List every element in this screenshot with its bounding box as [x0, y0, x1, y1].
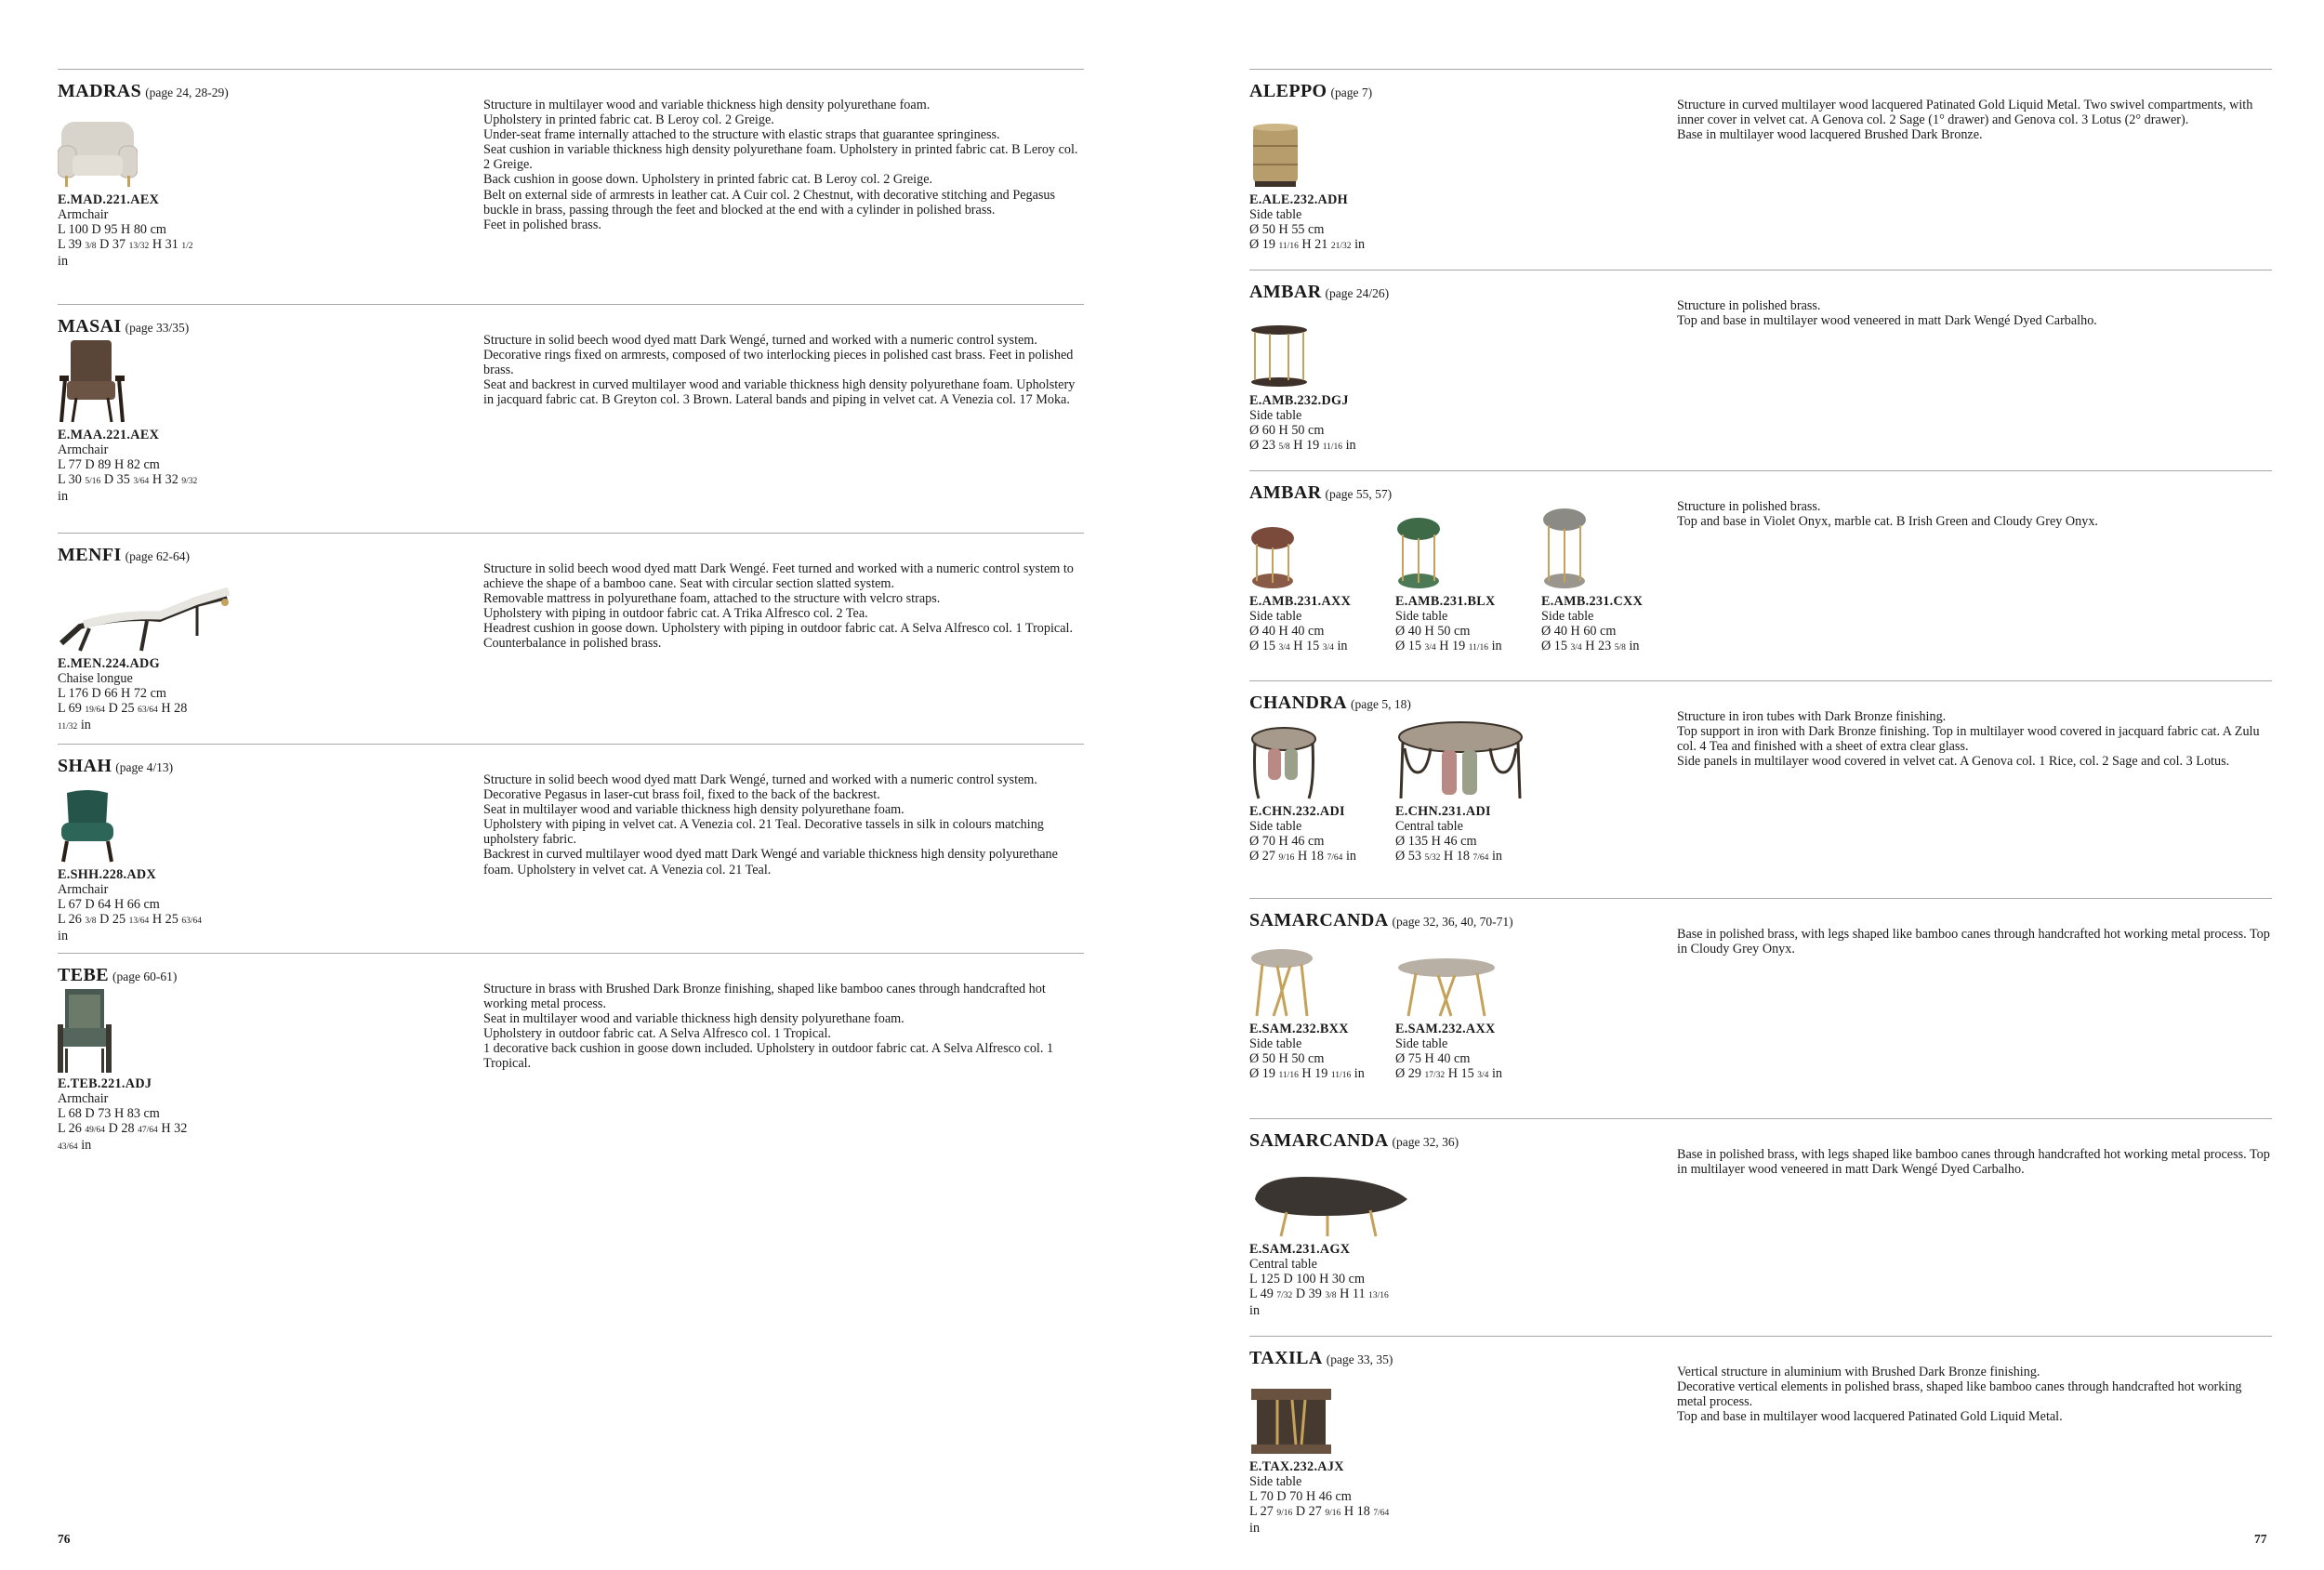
product-code: E.AMB.231.AXX — [1249, 594, 1352, 609]
product-list — [1249, 938, 2272, 1083]
product-section — [1249, 270, 2272, 470]
material-description — [1677, 1147, 2272, 1177]
product-thumbnail — [58, 993, 204, 1076]
dimension-text: H 28 — [157, 701, 188, 716]
dimensions-in — [1249, 1066, 1395, 1083]
product-item — [1249, 510, 1395, 655]
left-page-number: 76 — [58, 1532, 71, 1546]
page-reference: (page 24, 28-29) — [145, 86, 229, 99]
dimension-text: H 15 — [1445, 1066, 1478, 1081]
dimension-text: H 19 — [1289, 438, 1323, 453]
page-reference: (page 24/26) — [1325, 286, 1390, 300]
dimension-text: Ø 23 — [1249, 438, 1279, 453]
product-code: E.MEN.224.ADG — [58, 656, 160, 671]
product-thumbnail — [58, 344, 204, 428]
page-reference: (page 32, 36) — [1392, 1135, 1459, 1149]
description-line: Base in polished brass, with legs shaped like bamboo canes through handcrafted hot working metal process. Top in multilayer wood veneered in matt Dark Wengé Dyed Carbalho. — [1677, 1147, 2270, 1178]
collection-name: MASAI — [58, 316, 122, 336]
fraction: 19/64 — [85, 706, 106, 715]
description-line: Back cushion in goose down. Upholstery in printed fabric cat. B Leroy col. 2 Greige. — [483, 172, 933, 188]
description-line: Seat in multilayer wood and variable thickness high density polyurethane foam. — [483, 802, 905, 818]
product-type: Armchair — [58, 1091, 109, 1106]
product-section — [58, 69, 1084, 304]
description-line: Headrest cushion in goose down. Upholstery with piping in outdoor fabric cat. A Selva Alfresco col. 1 Tropical. Counterbalance in polished brass. — [483, 621, 1074, 652]
fraction: 3/4 — [1424, 643, 1436, 653]
product-list — [1249, 1158, 2272, 1318]
dimensions-cm: L 100 D 95 H 80 cm — [58, 222, 166, 237]
dimensions-in — [58, 701, 204, 734]
dimension-text: L 30 — [58, 472, 86, 487]
dimensions-in — [58, 237, 204, 269]
product-section — [1249, 898, 2272, 1118]
product-section — [58, 953, 1084, 1186]
right-page-column — [1249, 69, 2272, 1541]
collection-name: AMBAR — [1249, 482, 1322, 503]
description-line: Removable mattress in polyurethane foam, attached to the structure with velcro straps. — [483, 591, 941, 607]
product-item — [58, 344, 204, 504]
product-code: E.SHH.228.ADX — [58, 867, 156, 882]
dimensions-cm: Ø 75 H 40 cm — [1395, 1051, 1471, 1066]
fraction: 47/64 — [138, 1126, 158, 1135]
dimension-text: H 11 — [1336, 1286, 1369, 1301]
product-type: Side table — [1249, 609, 1302, 624]
product-type: Side table — [1249, 408, 1302, 423]
dimensions-cm: Ø 50 H 55 cm — [1249, 222, 1325, 237]
product-type: Side table — [1249, 207, 1302, 222]
description-line: Structure in polished brass. — [1677, 499, 1821, 514]
dimension-text: in — [77, 718, 91, 732]
product-section — [1249, 1336, 2272, 1541]
dimensions-in — [1249, 849, 1395, 865]
fraction: 11/32 — [58, 722, 78, 732]
description-line: Decorative vertical elements in polished brass, shaped like bamboo canes through handcrafted hot working metal process. — [1677, 1379, 2242, 1410]
material-description — [1677, 298, 2272, 328]
product-item — [1249, 310, 1395, 455]
product-code: E.TAX.232.AJX — [1249, 1459, 1344, 1474]
product-thumbnail — [1395, 510, 1541, 594]
description-line: Structure in solid beech wood dyed matt Dark Wengé, turned and worked with a numeric control system. Decorative Pegasus in laser-cut brass foil, fixed to the back of the backrest. — [483, 772, 1037, 803]
product-type: Side table — [1395, 609, 1448, 624]
fraction: 7/64 — [1373, 1509, 1390, 1518]
product-section — [1249, 1118, 2272, 1336]
dimension-text: L 26 — [58, 912, 86, 927]
description-line: Structure in iron tubes with Dark Bronze finishing. — [1677, 709, 1947, 724]
fraction: 11/16 — [1278, 1071, 1299, 1080]
product-thumbnail — [1249, 1158, 1395, 1242]
fraction: 9/16 — [1278, 853, 1295, 863]
dimension-text: L 69 — [58, 701, 86, 716]
dimension-text: in — [77, 1138, 92, 1153]
dimension-text: Ø 19 — [1249, 1066, 1279, 1081]
material-description — [1677, 499, 2272, 529]
dimensions-cm: L 176 D 66 H 72 cm — [58, 686, 166, 701]
dimensions-in — [1249, 237, 1395, 254]
dimension-text: H 19 — [1435, 639, 1469, 653]
product-code: E.AMB.231.BLX — [1395, 594, 1496, 609]
dimension-text: in — [1351, 1066, 1365, 1081]
product-thumbnail — [1249, 109, 1395, 192]
fraction: 9/16 — [1276, 1509, 1293, 1518]
dimension-text: in — [1249, 1303, 1261, 1318]
product-type: Side table — [1249, 819, 1302, 834]
product-list — [1249, 310, 2272, 455]
product-type: Chaise longue — [58, 671, 133, 686]
product-section — [1249, 69, 2272, 270]
dimensions-in — [1395, 639, 1541, 655]
collection-name: AMBAR — [1249, 282, 1322, 302]
dimensions-in — [58, 472, 204, 504]
dimension-text: in — [1488, 849, 1502, 864]
product-type: Side table — [1395, 1036, 1448, 1051]
product-thumbnail — [1249, 310, 1395, 393]
product-code: E.MAD.221.AEX — [58, 192, 160, 207]
material-description — [1677, 1365, 2272, 1424]
description-line: 1 decorative back cushion in goose down included. Upholstery in outdoor fabric cat. A Selva Alfresco col. 1 Tropical. — [483, 1041, 1054, 1072]
dimension-text: in — [1249, 1521, 1261, 1536]
description-line: Feet in polished brass. — [483, 217, 601, 232]
dimension-text: H 25 — [149, 912, 182, 927]
fraction: 3/8 — [1325, 1291, 1337, 1300]
dimension-text: H 32 — [149, 472, 182, 487]
description-line: Upholstery in outdoor fabric cat. A Selva Alfresco col. 1 Tropical. — [483, 1026, 831, 1042]
product-type: Armchair — [58, 882, 109, 897]
dimension-text: in — [58, 489, 69, 504]
fraction: 49/64 — [85, 1126, 106, 1135]
product-thumbnail — [1395, 938, 1541, 1022]
description-line: Top support in iron with Dark Bronze finishing. Top in multilayer wood covered in jacquard fabric cat. A Zulu col. 4 Tea and finished with a sheet of extra clear glass. — [1677, 724, 2260, 755]
fraction: 13/16 — [1368, 1291, 1389, 1300]
description-line: Under-seat frame internally attached to the structure with elastic straps that guarantee springiness. — [483, 127, 1000, 143]
dimensions-cm: Ø 50 H 50 cm — [1249, 1051, 1325, 1066]
fraction: 3/4 — [1278, 643, 1290, 653]
fraction: 63/64 — [138, 706, 158, 715]
fraction: 5/8 — [1614, 643, 1626, 653]
dimensions-cm: Ø 135 H 46 cm — [1395, 834, 1477, 849]
product-section — [58, 533, 1084, 744]
product-code: E.CHN.232.ADI — [1249, 804, 1345, 819]
description-line: Structure in brass with Brushed Dark Bronze finishing, shaped like bamboo canes through handcrafted hot working metal process. — [483, 982, 1046, 1012]
description-line: Structure in polished brass. — [1677, 298, 1821, 313]
dimension-text: L 39 — [58, 237, 86, 252]
description-line: Upholstery with piping in outdoor fabric cat. A Trika Alfresco col. 2 Tea. — [483, 606, 868, 622]
material-description — [483, 982, 1084, 1072]
description-line: Base in multilayer wood lacquered Brushed Dark Bronze. — [1677, 127, 1983, 143]
fraction: 63/64 — [181, 917, 202, 926]
dimension-text: in — [1488, 639, 1502, 653]
product-thumbnail — [1249, 720, 1395, 804]
product-item — [58, 109, 204, 269]
product-item — [1541, 510, 1687, 655]
dimension-text: Ø 15 — [1249, 639, 1279, 653]
product-item — [1395, 938, 1541, 1083]
product-section — [1249, 470, 2272, 680]
dimension-text: Ø 27 — [1249, 849, 1279, 864]
description-line: Seat in multilayer wood and variable thickness high density polyurethane foam. — [483, 1011, 905, 1027]
description-line: Seat cushion in variable thickness high density polyurethane foam. Upholstery in printed fabric cat. B Leroy col. 2 Greige. — [483, 142, 1078, 173]
product-thumbnail — [58, 784, 204, 867]
dimensions-cm: L 68 D 73 H 83 cm — [58, 1106, 160, 1121]
dimensions-in — [1249, 639, 1395, 655]
dimensions-cm: L 70 D 70 H 46 cm — [1249, 1489, 1352, 1504]
page-reference: (page 32, 36, 40, 70-71) — [1392, 915, 1513, 929]
description-line: Belt on external side of armrests in leather cat. A Cuir col. 2 Chestnut, with decorative stitching and Pegasus buckle in brass, passing through the feet and blocked at the end with a cylinder in polished brass. — [483, 187, 1056, 218]
fraction: 5/32 — [1424, 853, 1441, 863]
description-line: Structure in curved multilayer wood lacquered Patinated Gold Liquid Metal. Two swivel compartments, with inner cover in velvet cat. A Genova col. 2 Sage (1° drawer) and Genova col. 3 Lotus (2° drawer). — [1677, 98, 2253, 128]
page-reference: (page 5, 18) — [1351, 697, 1411, 711]
fraction: 9/16 — [1325, 1509, 1341, 1518]
left-page-column — [58, 69, 1084, 1186]
collection-name: SHAH — [58, 756, 112, 776]
dimension-text: in — [1625, 639, 1640, 653]
product-code: E.TEB.221.ADJ — [58, 1076, 152, 1091]
dimensions-in — [58, 1121, 204, 1154]
dimension-text: H 31 — [149, 237, 182, 252]
fraction: 9/32 — [181, 477, 198, 486]
product-item — [58, 573, 204, 734]
page-reference: (page 60-61) — [112, 970, 178, 983]
product-section — [58, 744, 1084, 953]
product-list — [1249, 510, 2272, 655]
dimensions-cm: Ø 40 H 50 cm — [1395, 624, 1471, 639]
dimensions-cm: L 125 D 100 H 30 cm — [1249, 1272, 1365, 1286]
product-code: E.SAM.232.AXX — [1395, 1022, 1496, 1036]
fraction: 43/64 — [58, 1142, 78, 1152]
dimension-text: Ø 53 — [1395, 849, 1425, 864]
fraction: 1/2 — [181, 242, 193, 251]
dimension-text: in — [1351, 237, 1366, 252]
dimension-text: H 32 — [157, 1121, 188, 1136]
dimension-text: D 28 — [105, 1121, 139, 1136]
dimension-text: D 27 — [1292, 1504, 1326, 1519]
dimension-text: H 21 — [1298, 237, 1331, 252]
product-code: E.MAA.221.AEX — [58, 428, 160, 442]
fraction: 3/4 — [1477, 1071, 1489, 1080]
fraction: 11/16 — [1278, 242, 1299, 251]
description-line: Top and base in multilayer wood veneered in matt Dark Wengé Dyed Carbalho. — [1677, 313, 2097, 329]
dimensions-cm: Ø 60 H 50 cm — [1249, 423, 1325, 438]
product-type: Side table — [1249, 1474, 1302, 1489]
collection-name: SAMARCANDA — [1249, 1130, 1389, 1151]
product-code: E.SAM.231.AGX — [1249, 1242, 1351, 1257]
product-type: Side table — [1541, 609, 1594, 624]
dimension-text: D 39 — [1292, 1286, 1326, 1301]
dimensions-cm: L 67 D 64 H 66 cm — [58, 897, 160, 912]
description-line: Backrest in curved multilayer wood dyed matt Dark Wengé and variable thickness high density polyurethane foam. Upholstery in velvet cat. A Venezia col. 21 Teal. — [483, 847, 1058, 877]
dimension-text: L 27 — [1249, 1504, 1277, 1519]
dimension-text: in — [1342, 849, 1356, 864]
product-item — [58, 993, 204, 1154]
description-line: Top and base in multilayer wood lacquered Patinated Gold Liquid Metal. — [1677, 1409, 2063, 1425]
product-item — [1395, 510, 1541, 655]
dimension-text: H 18 — [1340, 1504, 1374, 1519]
dimension-text: H 19 — [1298, 1066, 1331, 1081]
description-line: Vertical structure in aluminium with Brushed Dark Bronze finishing. — [1677, 1365, 2040, 1379]
fraction: 11/16 — [1468, 643, 1489, 653]
product-section — [58, 304, 1084, 533]
description-line: Structure in solid beech wood dyed matt Dark Wengé. Feet turned and worked with a numeric control system to achieve the shape of a bamboo cane. Seat with circular section slatted system. — [483, 561, 1074, 592]
dimension-text: L 26 — [58, 1121, 86, 1136]
product-thumbnail — [1249, 1376, 1395, 1459]
dimension-text: in — [58, 254, 69, 269]
dimensions-in — [58, 912, 204, 943]
product-type: Armchair — [58, 442, 109, 457]
product-code: E.AMB.231.CXX — [1541, 594, 1644, 609]
fraction: 11/16 — [1330, 1071, 1352, 1080]
description-line: Structure in multilayer wood and variable thickness high density polyurethane foam. — [483, 98, 931, 112]
material-description — [483, 561, 1084, 652]
product-item — [1395, 720, 1541, 865]
dimensions-in — [1249, 1286, 1395, 1318]
fraction: 13/32 — [128, 242, 150, 251]
collection-name: MADRAS — [58, 81, 142, 101]
description-line: Structure in solid beech wood dyed matt Dark Wengé, turned and worked with a numeric control system. Decorative rings fixed on armrests, composed of two interlocking pieces in polished cast brass. Feet in polished brass. — [483, 333, 1074, 378]
page-reference: (page 7) — [1330, 86, 1373, 99]
material-description — [1677, 927, 2272, 957]
dimensions-in — [1395, 849, 1541, 865]
collection-name: ALEPPO — [1249, 81, 1327, 101]
dimension-text: D 25 — [96, 912, 129, 927]
material-description — [483, 333, 1084, 407]
product-type: Central table — [1249, 1257, 1317, 1272]
description-line: Side panels in multilayer wood covered in velvet cat. A Genova col. 1 Rice, col. 2 Sage and col. 3 Lotus. — [1677, 754, 2230, 770]
dimensions-in — [1249, 1504, 1395, 1536]
dimension-text: Ø 15 — [1395, 639, 1425, 653]
dimension-text: D 37 — [96, 237, 129, 252]
product-item — [1249, 720, 1395, 865]
right-page-number: 77 — [2254, 1532, 2267, 1546]
product-thumbnail — [1395, 720, 1541, 804]
description-line: Top and base in Violet Onyx, marble cat. B Irish Green and Cloudy Grey Onyx. — [1677, 514, 2098, 530]
dimension-text: H 15 — [1289, 639, 1323, 653]
dimension-text: Ø 29 — [1395, 1066, 1425, 1081]
dimensions-cm: Ø 40 H 40 cm — [1249, 624, 1325, 639]
dimension-text: in — [1333, 639, 1348, 653]
product-type: Side table — [1249, 1036, 1302, 1051]
page-reference: (page 55, 57) — [1325, 487, 1393, 501]
fraction: 3/4 — [1322, 643, 1334, 653]
dimensions-cm: Ø 40 H 60 cm — [1541, 624, 1617, 639]
dimension-text: D 25 — [105, 701, 139, 716]
dimension-text: Ø 15 — [1541, 639, 1571, 653]
collection-name: TEBE — [58, 965, 109, 985]
product-thumbnail — [1249, 510, 1395, 594]
description-line: Seat and backrest in curved multilayer wood and variable thickness high density polyurethane foam. Upholstery in jacquard fabric cat. B Greyton col. 3 Brown. Lateral bands and piping in velvet cat. A Venezia col. 17 Moka. — [483, 377, 1076, 408]
product-thumbnail — [1541, 510, 1687, 594]
dimension-text: D 35 — [100, 472, 134, 487]
product-thumbnail — [1249, 938, 1395, 1022]
material-description — [483, 772, 1084, 877]
product-item — [1249, 938, 1395, 1083]
product-thumbnail — [58, 109, 204, 192]
dimensions-in — [1395, 1066, 1541, 1083]
collection-name: SAMARCANDA — [1249, 910, 1389, 930]
product-code: E.AMB.232.DGJ — [1249, 393, 1349, 408]
product-code: E.ALE.232.ADH — [1249, 192, 1348, 207]
dimensions-in — [1249, 438, 1395, 455]
product-type: Central table — [1395, 819, 1463, 834]
product-code: E.CHN.231.ADI — [1395, 804, 1491, 819]
fraction: 3/4 — [1570, 643, 1582, 653]
dimension-text: H 18 — [1440, 849, 1473, 864]
product-code: E.SAM.232.BXX — [1249, 1022, 1349, 1036]
page-reference: (page 62-64) — [125, 549, 191, 563]
dimension-text: in — [58, 929, 69, 943]
collection-name: TAXILA — [1249, 1348, 1323, 1368]
product-item — [1249, 1376, 1395, 1536]
product-item — [58, 784, 204, 943]
fraction: 21/32 — [1330, 242, 1352, 251]
page-reference: (page 33, 35) — [1326, 1352, 1393, 1366]
product-section — [1249, 680, 2272, 898]
fraction: 7/32 — [1276, 1291, 1293, 1300]
description-line: Base in polished brass, with legs shaped like bamboo canes through handcrafted hot working metal process. Top in Cloudy Grey Onyx. — [1677, 927, 2270, 957]
material-description — [483, 98, 1084, 232]
page-reference: (page 33/35) — [125, 321, 190, 335]
collection-name: CHANDRA — [1249, 693, 1348, 713]
fraction: 3/64 — [133, 477, 150, 486]
dimension-text: H 18 — [1294, 849, 1327, 864]
description-line: Upholstery in printed fabric cat. B Leroy col. 2 Greige. — [483, 112, 774, 128]
fraction: 5/8 — [1278, 442, 1290, 452]
collection-name: MENFI — [58, 545, 122, 565]
dimension-text: in — [1342, 438, 1356, 453]
dimension-text: H 23 — [1581, 639, 1615, 653]
fraction: 3/8 — [85, 242, 97, 251]
material-description — [1677, 709, 2272, 769]
dimension-text: Ø 19 — [1249, 237, 1279, 252]
dimension-text: in — [1488, 1066, 1502, 1081]
product-item — [1249, 1158, 1395, 1318]
product-thumbnail — [58, 573, 204, 656]
description-line: Upholstery with piping in velvet cat. A Venezia col. 21 Teal. Decorative tassels in silk in colours matching upholstery fabric. — [483, 817, 1044, 848]
dimensions-cm: L 77 D 89 H 82 cm — [58, 457, 160, 472]
fraction: 13/64 — [128, 917, 150, 926]
page-reference: (page 4/13) — [115, 760, 174, 774]
fraction: 5/16 — [85, 477, 101, 486]
fraction: 7/64 — [1472, 853, 1489, 863]
fraction: 7/64 — [1327, 853, 1343, 863]
dimension-text: L 49 — [1249, 1286, 1277, 1301]
product-type: Armchair — [58, 207, 109, 222]
material-description — [1677, 98, 2272, 142]
product-item — [1249, 109, 1395, 254]
fraction: 17/32 — [1424, 1071, 1446, 1080]
dimensions-cm: Ø 70 H 46 cm — [1249, 834, 1325, 849]
fraction: 11/16 — [1322, 442, 1343, 452]
fraction: 3/8 — [85, 917, 97, 926]
dimensions-in — [1541, 639, 1687, 655]
